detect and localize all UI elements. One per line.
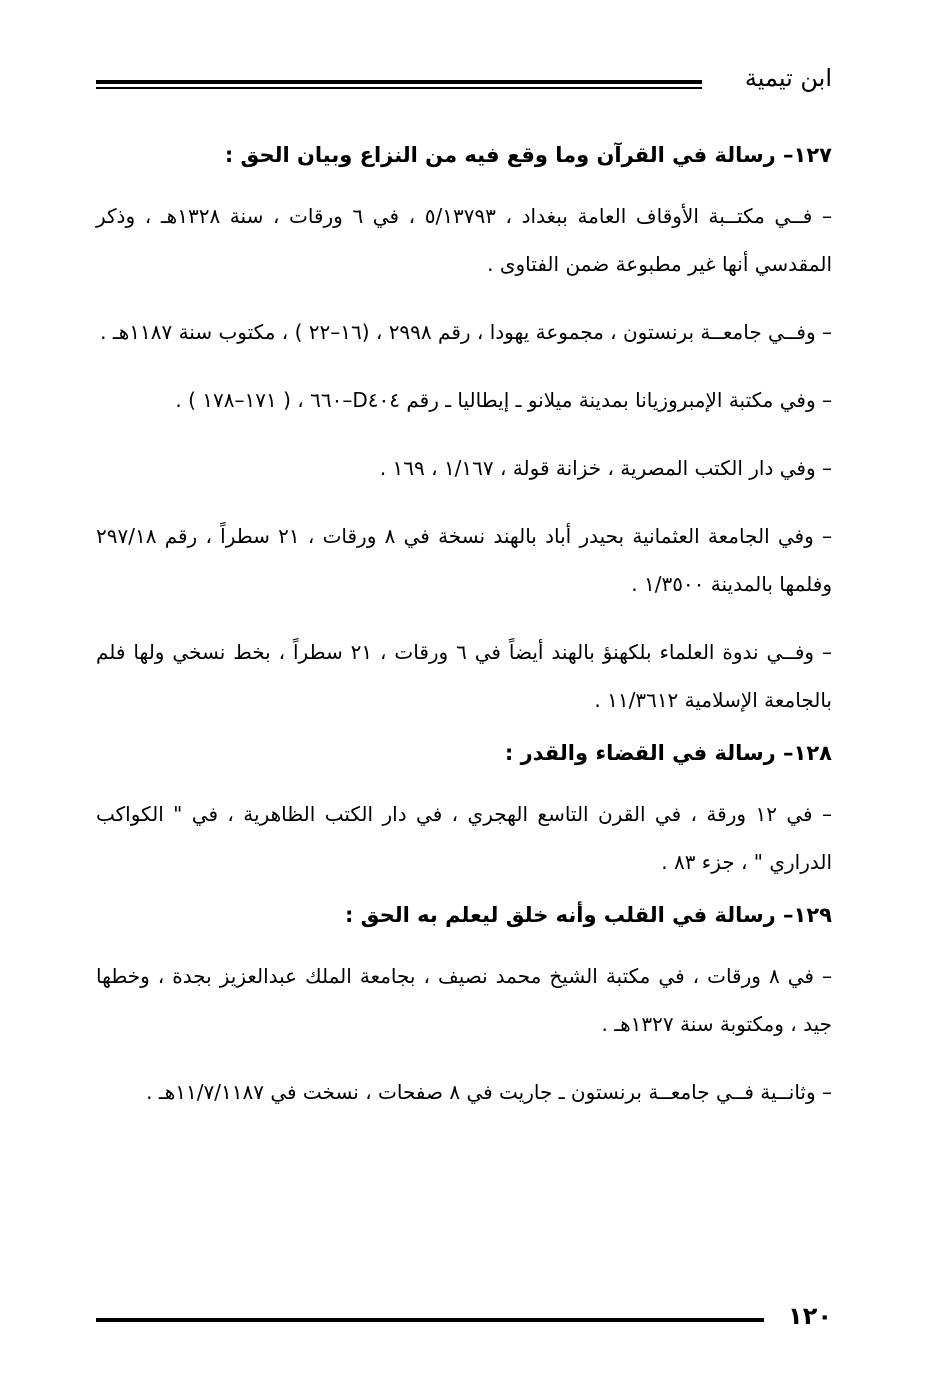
entry-heading: ١٢٧– رسالة في القرآن وما وقع فيه من النزاع وبيان الحق : [224, 143, 832, 167]
running-header [96, 58, 832, 98]
entry-paragraph: – وفــي ندوة العلماء بلكهنؤ بالهند أيضاً في ٦ ورقات ، ٢١ سطراً ، بخط نسخي ولها فلم بالجامعة الإسلامية ١١/٣٦١٢ . [96, 640, 832, 712]
entry-128 [96, 738, 832, 886]
page-number: ١٢٠ [788, 1302, 832, 1330]
entry-paragraph: – وفــي جامعــة برنستون ، مجموعة يهودا ، رقم ٢٩٩٨ ، (١٦–٢٢ ) ، مكتوب سنة ١١٨٧هـ . [100, 320, 832, 344]
entry-paragraph: – وفي دار الكتب المصرية ، خزانة قولة ، ١/١٦٧ ، ١٦٩ . [379, 456, 832, 480]
entry-paragraph: – فــي مكتــبة الأوقاف العامة ببغداد ، ٥/١٣٧٩٣ ، في ٦ ورقات ، سنة ١٣٢٨هـ ، وذكر المقدسي أنها غير مطبوعة ضمن الفتاوى . [96, 204, 832, 276]
entry-127 [96, 140, 832, 724]
header-rule [96, 80, 702, 89]
footer-rule [96, 1318, 764, 1322]
entry-paragraph: – في ٨ ورقات ، في مكتبة الشيخ محمد نصيف ، بجامعة الملك عبدالعزيز بجدة ، وخطها جيد ، ومكتوبة سنة ١٣٢٧هـ . [96, 964, 832, 1036]
header-title: ابن تيمية [744, 64, 832, 92]
entry-heading: ١٢٩– رسالة في القلب وأنه خلق ليعلم به الحق : [344, 903, 832, 927]
entry-paragraph: – في ١٢ ورقة ، في القرن التاسع الهجري ، في دار الكتب الظاهرية ، في " الكواكب الدراري " ، جزء ٨٣ . [96, 802, 832, 874]
entry-paragraph: – وفي مكتبة الإمبروزيانا بمدينة ميلانو ـ إيطاليا ـ رقم D٤٠٤–٦٦٠ ، ( ١٧١–١٧٨ ) . [175, 388, 832, 412]
page-footer [96, 1296, 832, 1336]
page-content [96, 140, 832, 1130]
entry-paragraph: – وثانــية فــي جامعــة برنستون ـ جاريت في ٨ صفحات ، نسخت في ١١/٧/١١٨٧هـ . [146, 1080, 832, 1104]
entry-129 [96, 900, 832, 1116]
entry-heading: ١٢٨– رسالة في القضاء والقدر : [504, 741, 832, 765]
entry-paragraph: – وفي الجامعة العثمانية بحيدر أباد بالهند نسخة في ٨ ورقات ، ٢١ سطراً ، رقم ٢٩٧/١٨ وفلمها بالمدينة ١/٣٥٠٠ . [96, 524, 833, 596]
